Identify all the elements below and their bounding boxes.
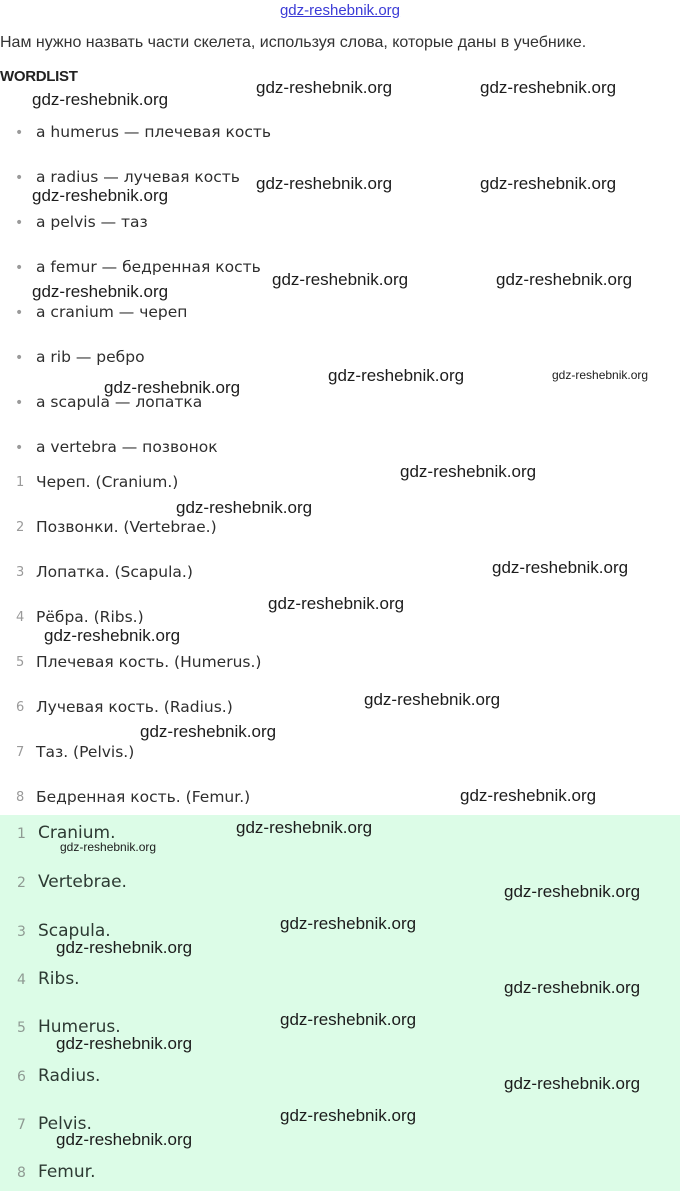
answer-number: 1 bbox=[17, 826, 26, 842]
watermark: gdz-reshebnik.org bbox=[236, 818, 373, 837]
answer-number: 8 bbox=[17, 1165, 26, 1181]
list-item: Лопатка. (Scapula.) bbox=[36, 563, 193, 581]
list-item: Лучевая кость. (Radius.) bbox=[36, 698, 233, 716]
watermark: gdz-reshebnik.org bbox=[44, 626, 181, 645]
item-number: 6 bbox=[16, 700, 25, 715]
watermark: gdz-reshebnik.org bbox=[492, 558, 629, 577]
watermark: gdz-reshebnik.org bbox=[268, 594, 405, 613]
bullet-icon: • bbox=[15, 440, 24, 456]
bullet-icon: • bbox=[15, 395, 24, 411]
answer-item: Vertebrae. bbox=[38, 872, 127, 892]
watermark: gdz-reshebnik.org bbox=[256, 78, 393, 97]
item-number: 1 bbox=[16, 475, 25, 490]
answer-item: Pelvis. bbox=[38, 1114, 92, 1134]
answer-number: 6 bbox=[17, 1069, 26, 1085]
watermark: gdz-reshebnik.org bbox=[328, 366, 465, 385]
watermark: gdz-reshebnik.org bbox=[140, 722, 277, 741]
list-item: Таз. (Pelvis.) bbox=[36, 743, 135, 761]
answer-number: 7 bbox=[17, 1117, 26, 1133]
watermark: gdz-reshebnik.org bbox=[56, 1034, 193, 1053]
answer-item: Ribs. bbox=[38, 969, 80, 989]
list-item: Плечевая кость. (Humerus.) bbox=[36, 653, 262, 671]
watermark: gdz-reshebnik.org bbox=[496, 270, 633, 289]
answer-item: Scapula. bbox=[38, 921, 111, 941]
list-item: Рёбра. (Ribs.) bbox=[36, 608, 144, 626]
watermark: gdz-reshebnik.org bbox=[460, 786, 597, 805]
item-number: 4 bbox=[16, 610, 25, 625]
watermark: gdz-reshebnik.org bbox=[56, 1130, 193, 1149]
watermark: gdz-reshebnik.org bbox=[280, 1106, 417, 1125]
site-link[interactable]: gdz-reshebnik.org bbox=[279, 2, 401, 19]
list-item: a scapula — лопатка bbox=[36, 393, 203, 411]
watermark: gdz-reshebnik.org bbox=[400, 462, 537, 481]
answer-number: 5 bbox=[17, 1020, 26, 1036]
item-number: 8 bbox=[16, 790, 25, 805]
item-number: 5 bbox=[16, 655, 25, 670]
list-item: Бедренная кость. (Femur.) bbox=[36, 788, 251, 806]
wordlist-title: WORDLIST bbox=[0, 68, 78, 85]
answer-item: Humerus. bbox=[38, 1017, 121, 1037]
answer-item: Cranium. bbox=[38, 823, 116, 843]
watermark: gdz-reshebnik.org bbox=[480, 78, 617, 97]
watermark: gdz-reshebnik.org bbox=[504, 882, 641, 901]
watermark: gdz-reshebnik.org bbox=[280, 914, 417, 933]
list-item: a radius — лучевая кость bbox=[36, 168, 240, 186]
list-item: Позвонки. (Vertebrae.) bbox=[36, 518, 217, 536]
watermark: gdz-reshebnik.org bbox=[104, 378, 241, 397]
answer-number: 3 bbox=[17, 924, 26, 940]
watermark: gdz-reshebnik.org bbox=[364, 690, 501, 709]
watermark: gdz-reshebnik.org bbox=[480, 174, 617, 193]
answer-number: 2 bbox=[17, 875, 26, 891]
list-item: a femur — бедренная кость bbox=[36, 258, 261, 276]
list-item: a pelvis — таз bbox=[36, 213, 148, 231]
bullet-icon: • bbox=[15, 170, 24, 186]
watermark: gdz-reshebnik.org bbox=[504, 1074, 641, 1093]
item-number: 7 bbox=[16, 745, 25, 760]
item-number: 3 bbox=[16, 565, 25, 580]
answer-item: Femur. bbox=[38, 1162, 96, 1182]
bullet-icon: • bbox=[15, 215, 24, 231]
watermark: gdz-reshebnik.org bbox=[256, 174, 393, 193]
bullet-icon: • bbox=[15, 350, 24, 366]
watermark: gdz-reshebnik.org bbox=[272, 270, 409, 289]
watermark: gdz-reshebnik.org bbox=[60, 840, 157, 854]
answer-number: 4 bbox=[17, 972, 26, 988]
list-item: a cranium — череп bbox=[36, 303, 188, 321]
watermark: gdz-reshebnik.org bbox=[32, 186, 169, 205]
watermark: gdz-reshebnik.org bbox=[32, 90, 169, 109]
watermark: gdz-reshebnik.org bbox=[504, 978, 641, 997]
list-item: a rib — ребро bbox=[36, 348, 145, 366]
watermark: gdz-reshebnik.org bbox=[176, 498, 313, 517]
watermark: gdz-reshebnik.org bbox=[32, 282, 169, 301]
bullet-icon: • bbox=[15, 125, 24, 141]
list-item: a vertebra — позвонок bbox=[36, 438, 218, 456]
item-number: 2 bbox=[16, 520, 25, 535]
answer-item: Radius. bbox=[38, 1066, 101, 1086]
watermark: gdz-reshebnik.org bbox=[552, 368, 649, 382]
list-item: a humerus — плечевая кость bbox=[36, 123, 272, 141]
list-item: Череп. (Cranium.) bbox=[36, 473, 179, 491]
watermark: gdz-reshebnik.org bbox=[56, 938, 193, 957]
watermark: gdz-reshebnik.org bbox=[280, 1010, 417, 1029]
bullet-icon: • bbox=[15, 305, 24, 321]
bullet-icon: • bbox=[15, 260, 24, 276]
intro-text: Нам нужно назвать части скелета, используя слова, которые даны в учебнике. bbox=[0, 34, 587, 51]
